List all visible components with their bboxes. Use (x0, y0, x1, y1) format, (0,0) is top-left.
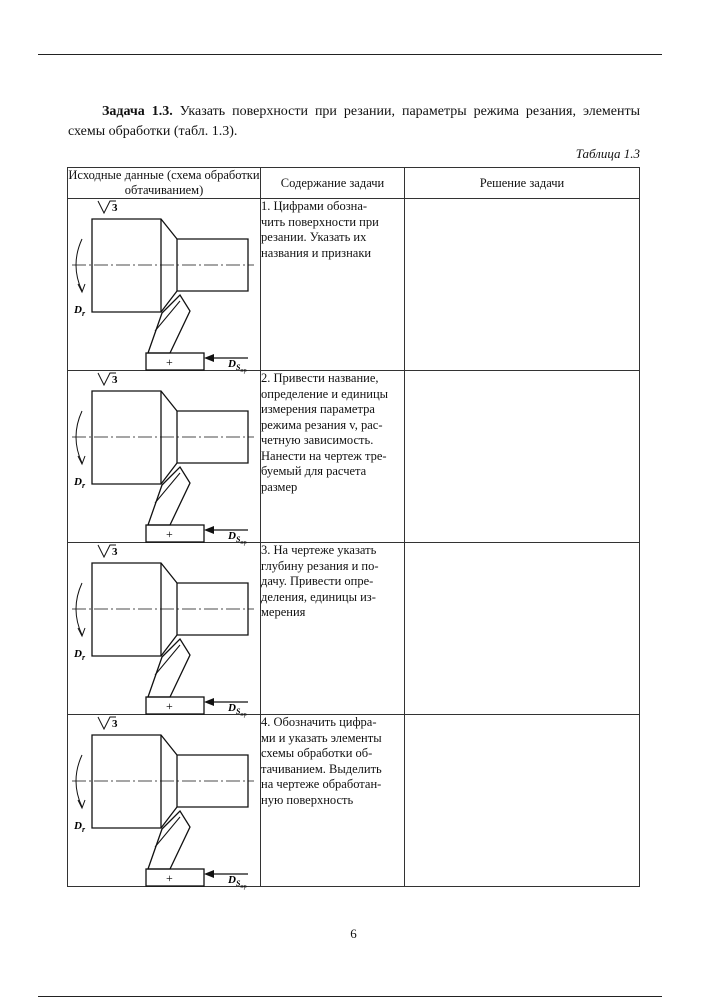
task-table (67, 167, 640, 890)
solution-cell[interactable] (405, 543, 640, 715)
plus-sign: + (166, 355, 173, 369)
tool-holder (146, 525, 204, 542)
feed-label: $D_Sпр$ (228, 874, 247, 890)
header-solution: Решение задачи (405, 168, 640, 199)
feed-arrowhead (204, 698, 214, 706)
footer-rule (38, 996, 662, 997)
header-initial-data: Исходные данные (схема обработки обтачиванием) (68, 168, 260, 197)
plus-sign: + (166, 871, 173, 885)
roughness-value: 3 (112, 374, 118, 386)
feed-label: $D_Sпр$ (228, 358, 247, 374)
table-row (68, 199, 640, 371)
rotation-label: $D_r$ (74, 820, 86, 834)
tool-edge-line (155, 301, 180, 331)
table-row (68, 543, 640, 715)
rotation-arrowhead (78, 456, 85, 464)
task-content-text: 1. Цифрами обозна- чить поверхности при резании. Указать их названия и признаки (261, 199, 379, 260)
cutting-tool (148, 295, 190, 353)
tool-holder (146, 869, 204, 886)
scheme-cell (68, 371, 261, 546)
header-rule (38, 54, 662, 55)
feed-arrowhead (204, 526, 214, 534)
task-label: Задача 1.3. (102, 104, 173, 119)
solution-cell[interactable] (405, 371, 640, 543)
solution-cell[interactable] (405, 715, 640, 887)
workpiece-outline (92, 219, 248, 312)
table-row (68, 715, 640, 887)
table-caption: Таблица 1.3 (575, 146, 640, 161)
task-text: Указать поверхности при резании, параметры режима резания, элементы схемы обработки (табл. 1.3). (68, 104, 640, 139)
task-content-text: 2. Привести название, определение и единицы измерения параметра режима резания v, рас- четную зависимость. Нанести на чертеж тре- буемый для расчета размер (261, 371, 389, 494)
roughness-value: 3 (112, 718, 118, 730)
rotation-label: $D_r$ (74, 304, 86, 318)
feed-label: $D_Sпр$ (228, 530, 247, 546)
tool-holder (146, 697, 204, 714)
feed-label: $D_Sпр$ (228, 702, 247, 718)
scheme-cell (68, 715, 261, 890)
task-content-text: 4. Обозначить цифра- ми и указать элементы схемы обработки об- тачиванием. Выделить на чертеже обработан- ную поверхность (261, 715, 382, 807)
workpiece-outline (92, 735, 248, 828)
task-statement (68, 102, 640, 142)
header-task-content: Содержание задачи (261, 168, 405, 199)
feed-arrowhead (204, 354, 214, 362)
workpiece-outline (92, 563, 248, 656)
cutting-tool (148, 639, 190, 697)
task-content-cell (261, 371, 405, 543)
solution-cell[interactable] (405, 199, 640, 371)
plus-sign: + (166, 527, 173, 541)
cutting-tool (148, 811, 190, 869)
task-content-cell (261, 199, 405, 371)
workpiece-outline (92, 391, 248, 484)
scheme-cell (68, 543, 261, 718)
table-row (68, 371, 640, 543)
scheme-cell (68, 199, 261, 374)
turning-scheme-drawing (68, 199, 261, 374)
feed-arrowhead (204, 870, 214, 878)
turning-scheme-drawing (68, 371, 261, 546)
roughness-value: 3 (112, 546, 118, 558)
tool-edge-line (155, 817, 180, 847)
rotation-arrowhead (78, 284, 85, 292)
rotation-arrowhead (78, 800, 85, 808)
turning-scheme-drawing (68, 543, 261, 718)
task-content-text: 3. На чертеже указать глубину резания и по- дачу. Привести опре- деления, единицы из- мерения (261, 543, 379, 619)
rotation-label: $D_r$ (74, 476, 86, 490)
tool-holder (146, 353, 204, 370)
page-number: 6 (350, 926, 357, 941)
task-content-cell (261, 543, 405, 715)
roughness-value: 3 (112, 202, 118, 214)
plus-sign: + (166, 699, 173, 713)
turning-scheme-drawing (68, 715, 261, 890)
task-content-cell (261, 715, 405, 887)
tool-edge-line (155, 645, 180, 675)
table-header-row (68, 168, 640, 199)
tool-edge-line (155, 473, 180, 503)
cutting-tool (148, 467, 190, 525)
rotation-label: $D_r$ (74, 648, 86, 662)
rotation-arrowhead (78, 628, 85, 636)
